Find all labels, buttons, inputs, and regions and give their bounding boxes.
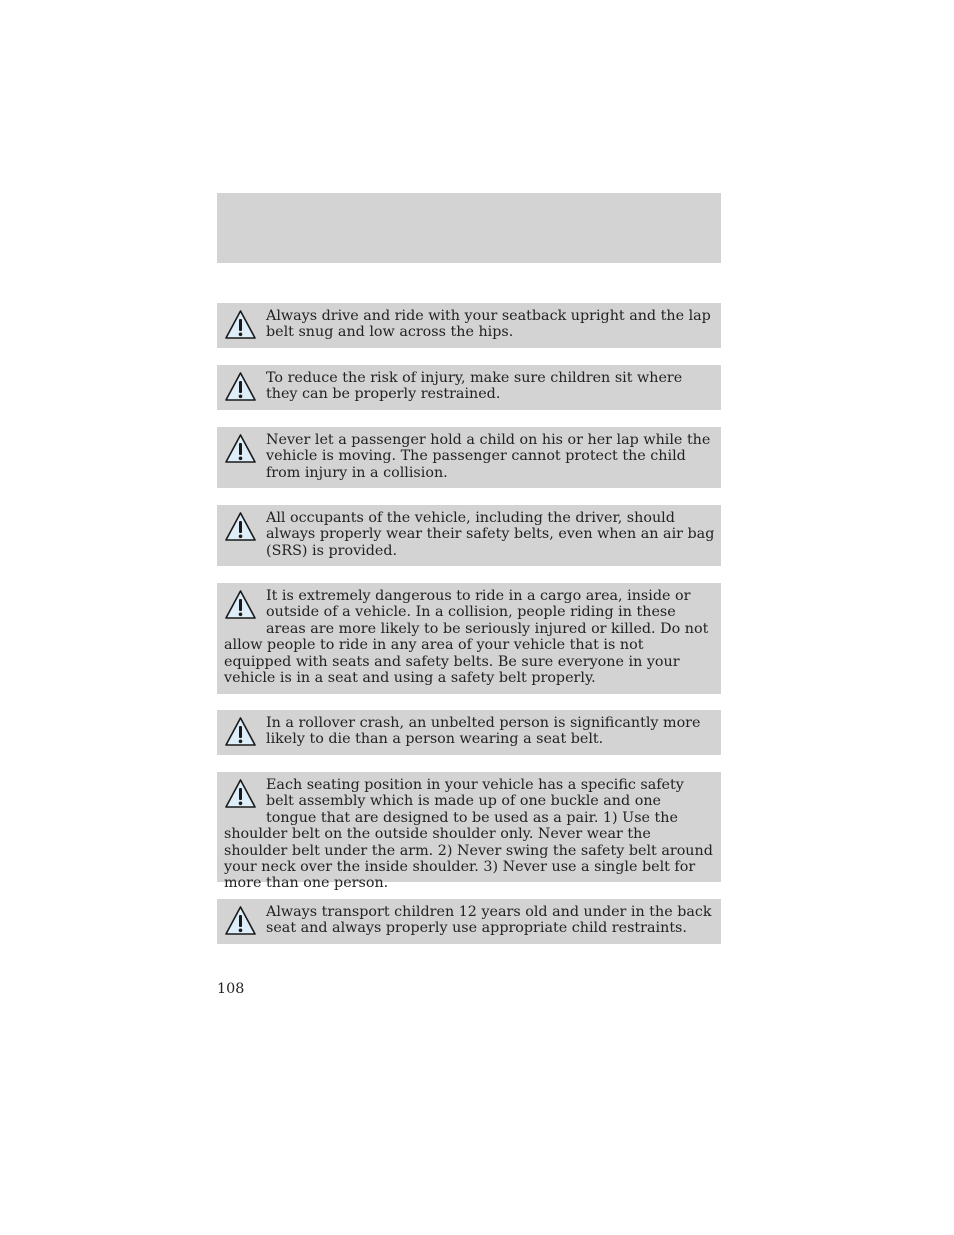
warning-triangle-icon <box>224 905 257 937</box>
page-number: 108 <box>217 981 245 997</box>
warning-triangle-icon <box>224 371 257 403</box>
section-header-band <box>217 193 721 263</box>
warning-box-2 <box>217 365 721 410</box>
warning-triangle-icon <box>224 433 257 465</box>
warning-box-4 <box>217 505 721 566</box>
warning-triangle-icon <box>224 716 257 748</box>
warning-triangle-icon <box>224 778 257 810</box>
warning-triangle-icon <box>224 309 257 341</box>
warning-text: Always drive and ride with your seatback upright and the lap belt snug and low across the hips. <box>266 308 711 341</box>
warning-box-1 <box>217 303 721 348</box>
warning-text: All occupants of the vehicle, including the driver, should always properly wear their safety belts, even when an air bag (SRS) is provided. <box>266 510 715 559</box>
warning-box-7 <box>217 772 721 892</box>
warning-text: Each seating position in your vehicle has a specific safety belt assembly which is made up of one buckle and one tongue that are designed to be used as a pair. 1) Use the shoulder belt on the outside shoulder only. Never wear the shoulder belt under the arm. 2) Never swing the safety belt around your neck over the inside shoulder. 3) Never use a single belt for more than one person. <box>224 777 713 892</box>
warning-triangle-icon <box>224 511 257 543</box>
warning-text: It is extremely dangerous to ride in a cargo area, inside or outside of a vehicle. In a collision, people riding in these areas are more likely to be seriously injured or killed. Do not allow people to ride in any area of your vehicle that is not equipped with seats and safety belts. Be sure everyone in your vehicle is in a seat and using a safety belt properly. <box>224 588 709 687</box>
warning-box-3 <box>217 427 721 488</box>
warning-text: To reduce the risk of injury, make sure children sit where they can be properly restrained. <box>266 370 683 403</box>
warning-box-8 <box>217 899 721 944</box>
warning-text: Never let a passenger hold a child on his or her lap while the vehicle is moving. The passenger cannot protect the child from injury in a collision. <box>266 432 711 481</box>
warning-box-5 <box>217 583 721 694</box>
warning-triangle-icon <box>224 589 257 621</box>
warning-text: In a rollover crash, an unbelted person is significantly more likely to die than a person wearing a seat belt. <box>266 715 701 748</box>
warning-box-6 <box>217 710 721 755</box>
warning-text: Always transport children 12 years old and under in the back seat and always properly use appropriate child restraints. <box>266 904 712 937</box>
